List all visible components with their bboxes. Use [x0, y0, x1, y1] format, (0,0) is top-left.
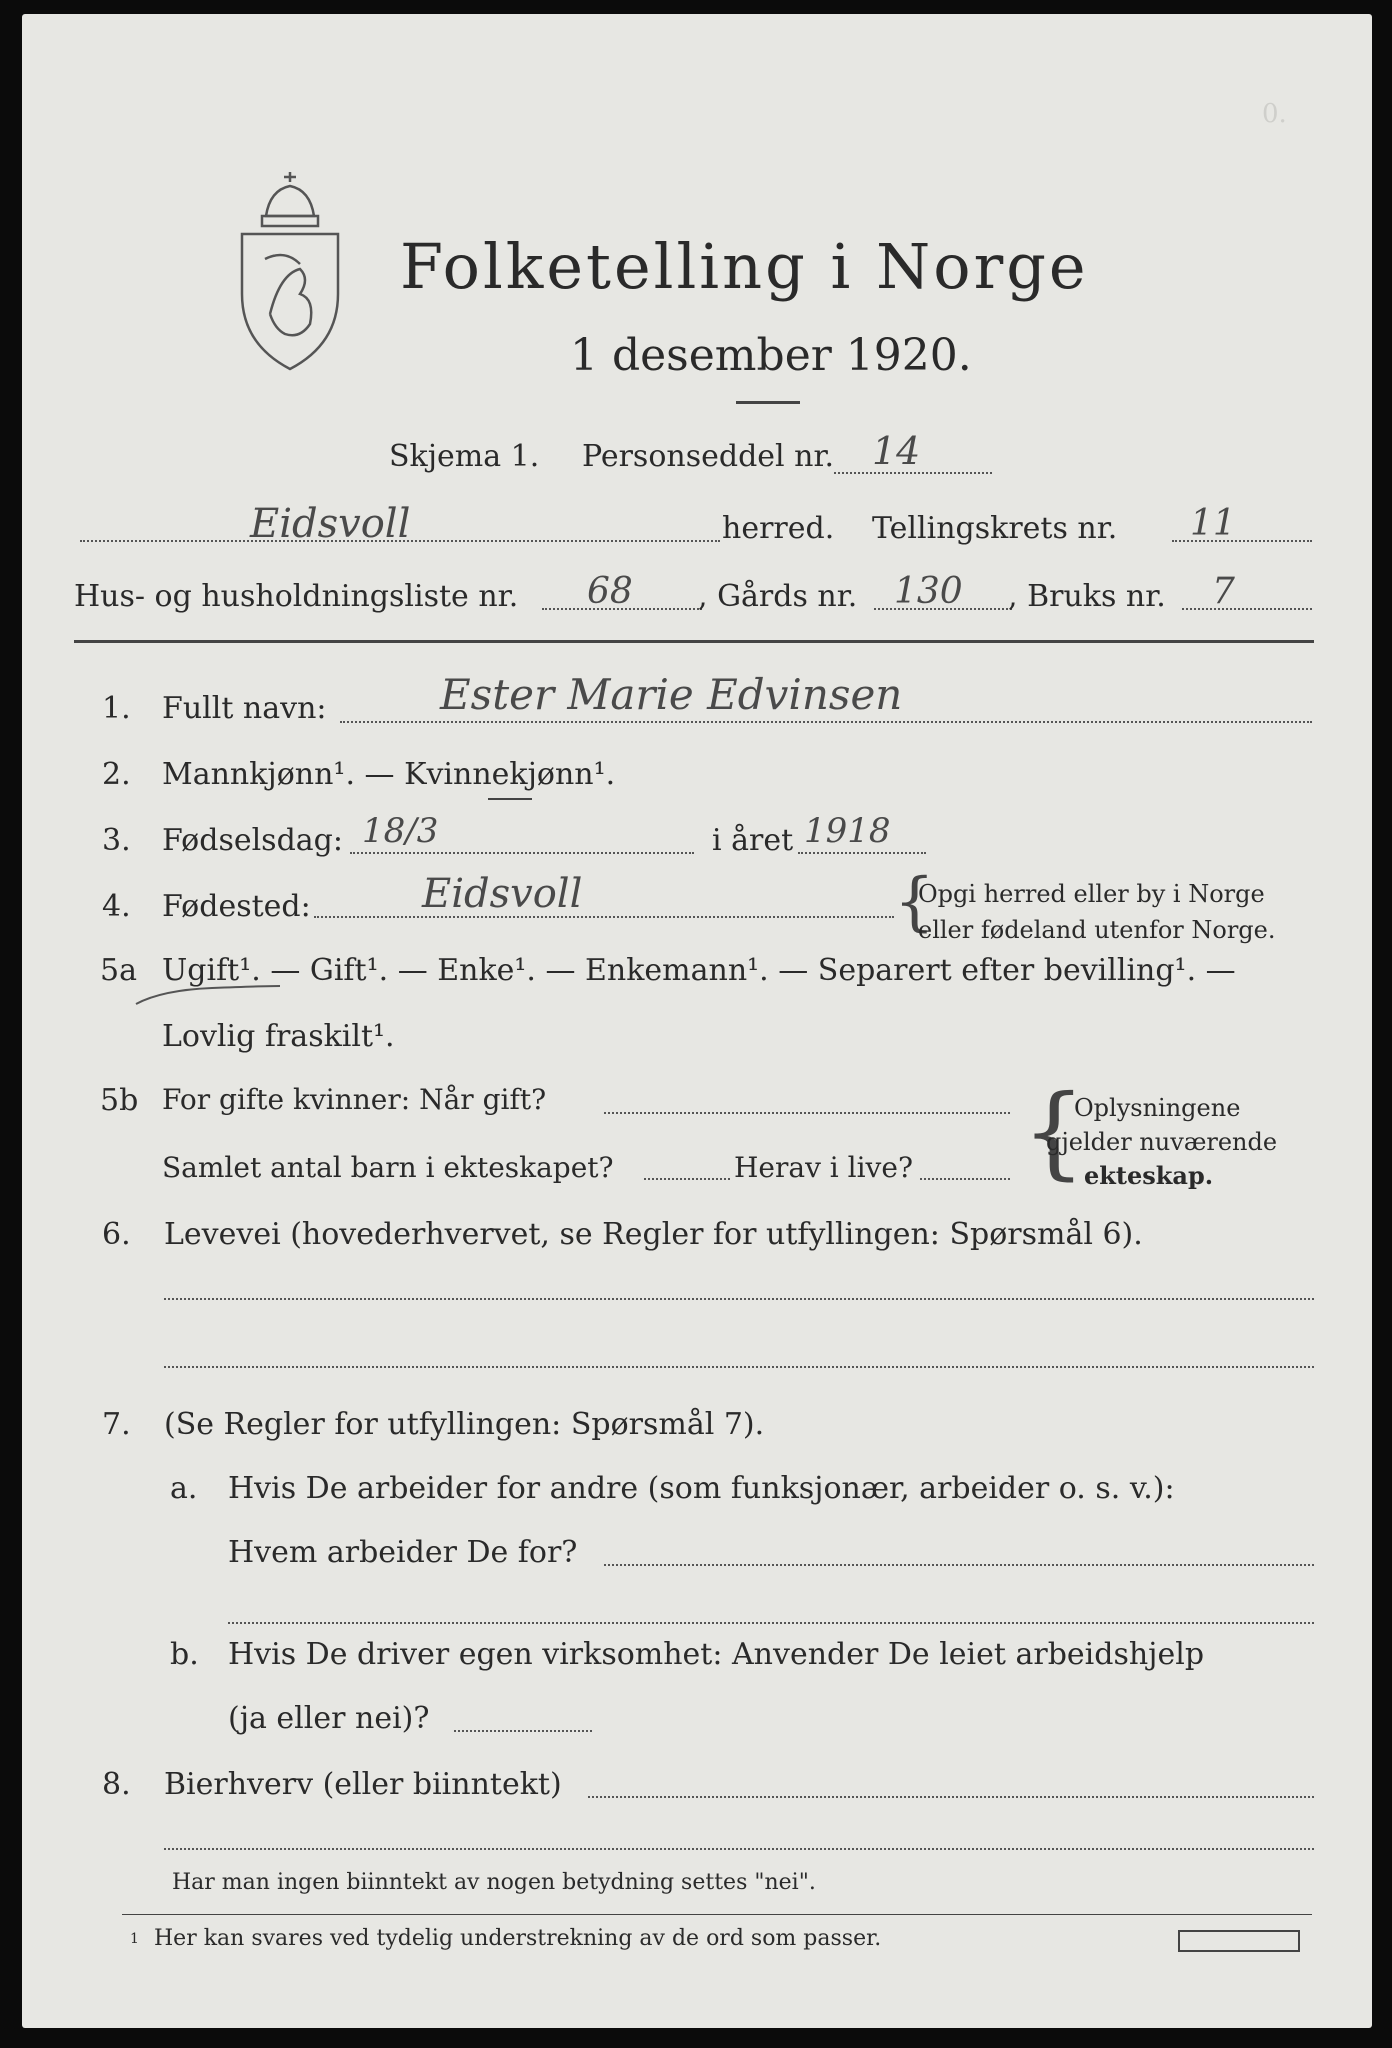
q7-number: 7.: [102, 1407, 131, 1442]
q4-note-2: eller fødeland utenfor Norge.: [918, 916, 1276, 944]
q7a-line-1: Hvis De arbeider for andre (som funksjonær, arbeider o. s. v.):: [228, 1471, 1175, 1506]
ugift-underline: [132, 980, 282, 1010]
q5b-number: 5b: [100, 1083, 139, 1118]
full-name-value[interactable]: Ester Marie Edvinsen: [440, 670, 903, 719]
q2-label: Mannkjønn¹. — Kvinnekjønn¹.: [162, 757, 616, 792]
q5b-note-3: ekteskap.: [1084, 1161, 1214, 1190]
birthplace-value[interactable]: Eidsvoll: [422, 871, 583, 917]
q4-number: 4.: [102, 889, 131, 924]
title-divider: [736, 401, 800, 404]
form-title: Folketelling i Norge: [400, 230, 1089, 303]
q6-line-1: [164, 1298, 1314, 1300]
husliste-value[interactable]: 68: [587, 571, 633, 612]
gards-label: , Gårds nr.: [698, 579, 858, 614]
q5a-number: 5a: [100, 953, 137, 988]
q4-label: Fødested:: [162, 889, 311, 924]
tellingskrets-label: Tellingskrets nr.: [872, 511, 1118, 546]
q8-number: 8.: [102, 1767, 131, 1802]
q6-number: 6.: [102, 1217, 131, 1252]
q3-year-line: [798, 852, 926, 854]
q6-label: Levevei (hovederhvervet, se Regler for utfyllingen: Spørsmål 6).: [164, 1217, 1143, 1252]
q6-line-2: [164, 1366, 1314, 1368]
tellingskrets-value[interactable]: 11: [1190, 503, 1236, 544]
bleed-through-text: 0.: [1262, 99, 1287, 129]
q4-brace: {: [894, 865, 935, 939]
q3-line: [350, 852, 694, 854]
q3-year-label: i året: [712, 823, 794, 858]
q7b-line-2: (ja eller nei)?: [228, 1701, 430, 1736]
q5a-options-2: Lovlig fraskilt¹.: [162, 1019, 395, 1054]
q7b-number: b.: [170, 1637, 199, 1672]
q7b-line-1: Hvis De driver egen virksomhet: Anvender De leiet arbeidshjelp: [228, 1637, 1205, 1672]
printer-stamp: [1178, 1930, 1300, 1952]
q1-line: [340, 721, 1312, 723]
q5b-label-1: For gifte kvinner: Når gift?: [162, 1083, 547, 1116]
census-date: 1 desember 1920.: [570, 330, 972, 381]
footer-line: [164, 1848, 1314, 1850]
footer-note: Har man ingen biinntekt av nogen betydning settes "nei".: [172, 1870, 816, 1895]
children-alive-line: [920, 1178, 1010, 1180]
q1-label: Fullt navn:: [162, 691, 327, 726]
q2-number: 2.: [102, 757, 131, 792]
employer-line: [604, 1564, 1314, 1566]
q3-number: 3.: [102, 823, 131, 858]
hired-help-line: [454, 1730, 592, 1732]
q5b-brace: {: [1022, 1073, 1086, 1190]
q4-note-1: Opgi herred eller by i Norge: [918, 880, 1265, 908]
bruks-label: , Bruks nr.: [1008, 579, 1166, 614]
q5b-note-2: gjelder nuværende: [1046, 1128, 1278, 1156]
kvinnekjonn-underline: [488, 798, 532, 800]
children-count-line: [644, 1178, 730, 1180]
q7-label: (Se Regler for utfyllingen: Spørsmål 7).: [164, 1407, 765, 1442]
married-date-line: [604, 1112, 1010, 1114]
gards-value[interactable]: 130: [894, 571, 963, 612]
census-form: [22, 14, 1372, 2028]
q1-number: 1.: [102, 691, 131, 726]
employer-line-2: [228, 1622, 1314, 1624]
section-divider: [74, 640, 1314, 643]
q7a-number: a.: [170, 1471, 198, 1506]
footnote-number: 1: [130, 1931, 139, 1947]
q8-label: Bierhverv (eller biinntekt): [164, 1767, 562, 1802]
personseddel-value[interactable]: 14: [872, 429, 921, 473]
bruks-value[interactable]: 7: [1212, 571, 1235, 612]
q3-label: Fødselsdag:: [162, 823, 343, 858]
personseddel-label: Personseddel nr.: [582, 439, 835, 474]
footnote-divider: [122, 1914, 1312, 1915]
husliste-label: Hus- og husholdningsliste nr.: [74, 579, 519, 614]
birthday-value[interactable]: 18/3: [362, 811, 439, 851]
q5b-label-3: Herav i live?: [734, 1151, 913, 1184]
q8-line: [588, 1796, 1314, 1798]
q4-line: [314, 916, 894, 918]
q7a-line-2: Hvem arbeider De for?: [228, 1535, 578, 1570]
schema-label: Skjema 1.: [389, 439, 540, 474]
herred-value[interactable]: Eidsvoll: [250, 501, 411, 547]
footnote-text: Her kan svares ved tydelig understrekning av de ord som passer.: [154, 1926, 882, 1951]
herred-label: herred.: [722, 511, 835, 546]
q5b-label-2: Samlet antal barn i ekteskapet?: [162, 1151, 614, 1184]
bruks-line: [1182, 608, 1312, 610]
q5b-note-1: Oplysningene: [1074, 1094, 1241, 1122]
birth-year-value[interactable]: 1918: [804, 811, 891, 851]
q5a-options: Ugift¹. — Gift¹. — Enke¹. — Enkemann¹. — Separert efter bevilling¹. —: [162, 953, 1236, 988]
coat-of-arms-icon: [230, 164, 350, 379]
